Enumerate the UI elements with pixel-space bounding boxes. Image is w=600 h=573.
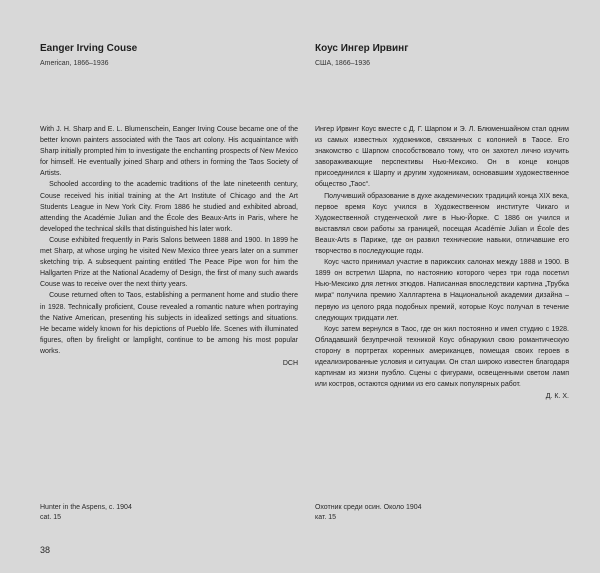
paragraph: Получивший образование в духе академических традиций конца XIX века, первое время Коус учился в Художественном институте Чикаго и Художественной студенческой лиге в Нью-Йорке. С 1886 он учился и выставлял свои работы за границей, посещая Académie Julian и École des Beaux-Arts в Париже, где он развил технические навыки, отличавшие его творчество в последующие годы. [315,192,569,256]
paragraph: Коус затем вернулся в Таос, где он жил постоянно и имел студию с 1928. Обладавший безупречной техникой Коус обнаружил свою романтическую сторону в портретах коренных американцев, помещая своих героев в идеализированные условия и ситуации. Он стал широко известен благодаря картинам из жизни пуэбло. Сцены с фигурами, освещенными светом ламп или костров, остаются одними из его самых популярных работ. [315,325,569,389]
paragraph: With J. H. Sharp and E. L. Blumenschein, Eanger Irving Couse became one of the better known painters associated with the Taos art colony. His acquaintance with Sharp initially prompted him to investigate the enchanting prospects of New Mexico for himself. He eventually joined Sharp and others in forming the Taos Society of Artists. [40,126,298,178]
caption-title-english: Hunter in the Aspens, c. 1904 [40,504,132,511]
artist-name-english: Eanger Irving Couse [40,43,138,54]
paragraph: Couse returned often to Taos, establishing a permanent home and studio there in 1928. Technically proficient, Couse revealed a romantic nature when portraying the Native American, presenting his subjects in idealized settings and situations. He became widely known for his depictions of Pueblo life. Scenes with illuminated figures, often by firelight or lamplight, continue to be among his most popular works. [40,292,298,355]
author-initials-russian: Д. К. Х. [545,393,569,401]
artist-nationality-english: American, 1866–1936 [40,60,109,67]
paragraph: Schooled according to the academic traditions of the late nineteenth century, Couse received his initial training at the Art Institute of Chicago and the Art Students League in New York City. From 1886 he studied and exhibited abroad, attending the Académie Julian and the École des Beaux-Arts in Paris, where he developed the technical skills that distinguished his later work. [40,181,298,233]
caption-russian [315,503,422,523]
artist-name-russian: Коус Ингер Ирвинг [315,43,409,54]
caption-catalog-russian: кат. 15 [315,514,337,521]
paragraph: Коус часто принимал участие в парижских салонах между 1888 и 1900. В 1899 он встретил Шарпа, по настоянию которого через три года посетил Нью-Мексико для летних этюдов. Написанная впоследствии картина „Трубка мира“ получила премию Халлгартена в Национальной академии дизайна – первую из целого ряда подобных премий, которые Коус получал в течение следующих тридцати лет. [315,259,569,322]
paragraph: Couse exhibited frequently in Paris Salons between 1888 and 1900. In 1899 he met Sharp, at whose urging he visited New Mexico three years later on a summer sketching trip. A subsequent painting entitled The Peace Pipe won for him the Hallgarten Prize at the National Academy of Design, the first of many such awards Couse was to receive over the next thirty years. [40,236,298,289]
author-initials-english: DCH [282,359,298,367]
caption-catalog-english: cat. 15 [40,514,62,521]
biography-english [40,124,298,369]
page-number: 38 [40,545,51,555]
caption-title-russian: Охотник среди осин. Около 1904 [315,504,422,511]
artist-nationality-russian: США, 1866–1936 [315,60,371,67]
caption-english [40,503,132,523]
biography-russian [315,124,569,402]
paragraph: Ингер Ирвинг Коус вместе с Д. Г. Шарпом и Э. Л. Блюменшайном стал одним из самых известных художников, связанных с колонией в Таосе. Его знакомство с Шарпом способствовало тому, что он захотел лично изучить завораживающие перспективы Нью-Мексико. Он в конце концов присоединился к Шарпу и другим художникам, основавшим художественное общество „Таос“. [315,126,569,189]
